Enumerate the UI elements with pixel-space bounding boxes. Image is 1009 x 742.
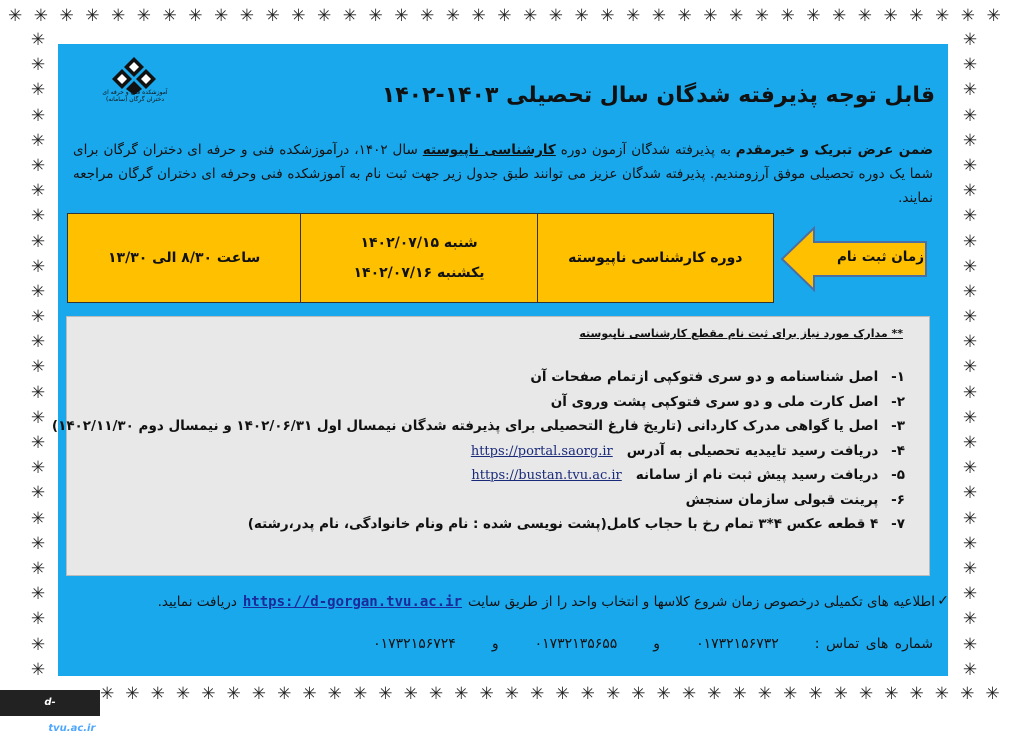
star-ornament-icon: ✳ <box>30 659 46 680</box>
star-ornament-icon: ✳ <box>857 6 872 26</box>
dates-cell <box>300 214 536 302</box>
star-border-right <box>958 30 982 680</box>
star-ornament-icon: ✳ <box>651 6 666 26</box>
document-item <box>85 488 905 513</box>
star-ornament-icon: ✳ <box>420 6 435 26</box>
star-ornament-icon: ✳ <box>985 684 1000 704</box>
star-ornament-icon: ✳ <box>757 684 772 704</box>
star-ornament-icon: ✳ <box>626 6 641 26</box>
phone-1[interactable]: ۰۱۷۳۲۱۵۶۷۳۲ <box>696 636 779 652</box>
star-ornament-icon: ✳ <box>201 684 216 704</box>
star-ornament-icon: ✳ <box>251 684 267 704</box>
intro-part1: به پذیرفته شدگان آزمون دوره <box>555 142 736 158</box>
document-item-number: ۷- <box>891 516 905 532</box>
star-ornament-icon: ✳ <box>681 684 697 704</box>
intro-part2: سال ۱۴۰۲، درآموزشکده فنی و حرفه ای دختران گرگان برای شما یک دوره تحصیلی موفق آرزومندیم. پذیرفته شدگان عزیز می توانند طبق جدول زیر جهت ثبت نام به آموزشکده فنی وحرفه ای دختران گرگان مراجعه نمایند. <box>73 142 933 206</box>
document-item-number: ۵- <box>891 467 905 483</box>
document-item-text: دریافت رسید پیش ثبت نام از سامانه <box>635 467 879 483</box>
star-ornament-icon: ✳ <box>884 684 899 704</box>
star-ornament-icon: ✳ <box>342 6 357 26</box>
star-ornament-icon: ✳ <box>317 6 332 26</box>
star-ornament-icon: ✳ <box>806 6 821 26</box>
star-ornament-icon: ✳ <box>100 684 115 704</box>
star-ornament-icon: ✳ <box>580 684 595 704</box>
star-ornament-icon: ✳ <box>30 533 46 554</box>
document-item-number: ۳- <box>891 418 905 434</box>
documents-box <box>51 316 930 576</box>
star-ornament-icon: ✳ <box>30 382 46 403</box>
documents-list <box>51 365 905 537</box>
star-ornament-icon: ✳ <box>962 659 978 680</box>
star-ornament-icon: ✳ <box>754 6 769 26</box>
star-ornament-icon: ✳ <box>548 6 563 26</box>
star-border-left <box>26 30 50 680</box>
star-ornament-icon: ✳ <box>703 6 718 26</box>
star-ornament-icon: ✳ <box>352 684 368 704</box>
star-ornament-icon: ✳ <box>574 6 589 26</box>
intro-program: کارشناسی ناپیوسته <box>422 142 556 158</box>
phone-2[interactable]: ۰۱۷۳۲۱۳۵۶۵۵ <box>534 636 618 652</box>
notice-line <box>75 594 935 610</box>
star-ornament-icon: ✳ <box>909 6 924 26</box>
document-item <box>85 512 905 537</box>
phone-3[interactable]: ۰۱۷۳۲۱۵۶۷۲۴ <box>373 636 456 652</box>
star-ornament-icon: ✳ <box>30 256 46 277</box>
document-item <box>51 414 905 439</box>
star-ornament-icon: ✳ <box>631 684 646 704</box>
star-ornament-icon: ✳ <box>33 6 48 26</box>
page-title: قابل توجه پذیرفته شدگان سال تحصیلی ۱۴۰۳-۱۴۰۲ <box>381 83 935 108</box>
star-ornament-icon: ✳ <box>504 684 519 704</box>
contact-line <box>73 636 933 652</box>
star-ornament-icon: ✳ <box>962 609 978 630</box>
star-ornament-icon: ✳ <box>291 6 306 26</box>
star-ornament-icon: ✳ <box>962 105 978 126</box>
star-ornament-icon: ✳ <box>858 684 874 704</box>
star-ornament-icon: ✳ <box>30 458 46 479</box>
star-ornament-icon: ✳ <box>729 6 744 26</box>
star-ornament-icon: ✳ <box>833 684 848 704</box>
star-ornament-icon: ✳ <box>962 181 978 202</box>
star-ornament-icon: ✳ <box>523 6 538 26</box>
star-ornament-icon: ✳ <box>8 6 23 26</box>
star-ornament-icon: ✳ <box>960 684 975 704</box>
star-ornament-icon: ✳ <box>962 206 978 227</box>
star-ornament-icon: ✳ <box>962 332 978 353</box>
star-ornament-icon: ✳ <box>30 105 46 126</box>
document-item-number: ۲- <box>891 393 905 410</box>
star-ornament-icon: ✳ <box>962 307 978 328</box>
star-ornament-icon: ✳ <box>30 584 46 605</box>
notice-after: دریافت نمایید. <box>157 594 237 610</box>
and-1: و <box>653 636 661 652</box>
star-ornament-icon: ✳ <box>962 357 978 378</box>
intro-lead: ضمن عرض تبریک و خیرمقدم <box>735 142 934 158</box>
course-cell: دوره کارشناسی ناپیوسته <box>537 214 773 302</box>
star-ornament-icon: ✳ <box>962 130 978 151</box>
star-ornament-icon: ✳ <box>239 6 254 26</box>
star-ornament-icon: ✳ <box>962 256 978 277</box>
document-item-number: ۶- <box>891 491 905 508</box>
star-border-top <box>8 6 1001 26</box>
star-ornament-icon: ✳ <box>555 684 570 704</box>
star-ornament-icon: ✳ <box>30 80 46 101</box>
star-ornament-icon: ✳ <box>909 684 924 704</box>
star-ornament-icon: ✳ <box>808 684 823 704</box>
star-ornament-icon: ✳ <box>962 155 978 176</box>
star-ornament-icon: ✳ <box>986 6 1001 26</box>
watermark-main: d-gorgan. <box>4 697 56 734</box>
star-ornament-icon: ✳ <box>832 6 847 26</box>
star-ornament-icon: ✳ <box>327 684 342 704</box>
star-ornament-icon: ✳ <box>30 55 46 76</box>
document-item-text: اصل شناسنامه و دو سری فتوکپی ازتمام صفحات آن <box>530 369 879 385</box>
star-ornament-icon: ✳ <box>605 684 621 704</box>
star-ornament-icon: ✳ <box>677 6 692 26</box>
star-ornament-icon: ✳ <box>780 6 795 26</box>
star-ornament-icon: ✳ <box>962 508 978 529</box>
document-item <box>85 365 905 390</box>
date-day2: یکشنبه ۱۴۰۲/۰۷/۱۶ <box>353 265 485 281</box>
star-ornament-icon: ✳ <box>530 684 545 704</box>
star-ornament-icon: ✳ <box>277 684 292 704</box>
star-ornament-icon: ✳ <box>883 6 898 26</box>
star-ornament-icon: ✳ <box>188 6 203 26</box>
star-ornament-icon: ✳ <box>471 6 486 26</box>
star-ornament-icon: ✳ <box>962 231 978 252</box>
star-ornament-icon: ✳ <box>378 684 393 704</box>
star-ornament-icon: ✳ <box>59 6 74 26</box>
star-ornament-icon: ✳ <box>454 684 469 704</box>
star-border-bottom <box>100 684 1000 704</box>
star-ornament-icon: ✳ <box>934 684 950 704</box>
star-ornament-icon: ✳ <box>962 458 978 479</box>
star-ornament-icon: ✳ <box>175 684 191 704</box>
website-link[interactable]: https://d-gorgan.tvu.ac.ir <box>242 594 463 610</box>
star-ornament-icon: ✳ <box>962 281 978 302</box>
date-day1: شنبه ۱۴۰۲/۰۷/۱۵ <box>360 235 478 251</box>
star-ornament-icon: ✳ <box>394 6 409 26</box>
notice-before: اطلاعیه های تکمیلی درخصوص زمان شروع کلاسها و انتخاب واحد را از طریق سایت <box>468 594 935 610</box>
star-ornament-icon: ✳ <box>30 181 46 202</box>
star-ornament-icon: ✳ <box>30 407 46 428</box>
document-item-link[interactable]: https://bustan.tvu.ac.ir <box>471 468 622 483</box>
logo-caption: آموزشکده فنی و حرفه ای دختران گرگان (سامانه) <box>102 89 168 103</box>
star-ornament-icon: ✳ <box>162 6 177 26</box>
star-ornament-icon: ✳ <box>962 634 978 655</box>
star-ornament-icon: ✳ <box>445 6 460 26</box>
star-ornament-icon: ✳ <box>30 558 46 579</box>
document-item-link[interactable]: https://portal.saorg.ir <box>470 443 613 459</box>
checkmark-icon: ✓ <box>937 593 949 609</box>
star-ornament-icon: ✳ <box>125 684 140 704</box>
star-ornament-icon: ✳ <box>962 433 978 453</box>
star-ornament-icon: ✳ <box>265 6 280 26</box>
star-ornament-icon: ✳ <box>111 6 126 26</box>
star-ornament-icon: ✳ <box>428 684 444 704</box>
star-ornament-icon: ✳ <box>30 508 46 529</box>
star-ornament-icon: ✳ <box>30 307 46 328</box>
intro-paragraph <box>73 138 933 210</box>
star-ornament-icon: ✳ <box>30 231 46 252</box>
star-ornament-icon: ✳ <box>479 684 494 704</box>
time-cell: ساعت ۸/۳۰ الی ۱۳/۳۰ <box>68 214 300 302</box>
star-ornament-icon: ✳ <box>30 30 46 50</box>
document-item <box>85 439 905 464</box>
star-ornament-icon: ✳ <box>30 483 46 504</box>
star-ornament-icon: ✳ <box>707 684 722 704</box>
star-ornament-icon: ✳ <box>656 684 671 704</box>
star-ornament-icon: ✳ <box>30 433 46 453</box>
star-ornament-icon: ✳ <box>960 6 975 26</box>
document-item <box>85 463 905 488</box>
star-ornament-icon: ✳ <box>732 684 747 704</box>
document-item <box>85 390 905 415</box>
star-ornament-icon: ✳ <box>368 6 383 26</box>
star-ornament-icon: ✳ <box>30 155 46 176</box>
and-2: و <box>491 636 499 652</box>
star-ornament-icon: ✳ <box>30 281 46 302</box>
star-ornament-icon: ✳ <box>85 6 100 26</box>
documents-heading: ** مدارک مورد نیاز برای ثبت نام مقطع کارشناسی ناپیوسته <box>579 327 903 340</box>
star-ornament-icon: ✳ <box>302 684 317 704</box>
registration-label: زمان ثبت نام <box>836 249 924 265</box>
star-ornament-icon: ✳ <box>30 130 46 151</box>
star-ornament-icon: ✳ <box>962 407 978 428</box>
document-item-text: اصل یا گواهی مدرک کاردانی (تاریخ فارغ التحصیلی برای پذیرفته شدگان نیمسال اول ۱۴۰۲/۰۶/۳۱ و نیمسال دوم ۱۴۰۲/۱۱/۳۰) <box>51 418 879 434</box>
star-ornament-icon: ✳ <box>226 684 241 704</box>
document-item-number: ۴- <box>891 442 905 459</box>
star-ornament-icon: ✳ <box>497 6 512 26</box>
star-ornament-icon: ✳ <box>962 55 978 76</box>
star-ornament-icon: ✳ <box>30 609 46 630</box>
document-item-text: پرینت قبولی سازمان سنجش <box>685 491 879 508</box>
document-item-number: ۱- <box>891 369 905 385</box>
star-ornament-icon: ✳ <box>783 684 798 704</box>
watermark-tld: tvu.ac.ir <box>48 723 96 734</box>
document-item-text: دریافت رسید تاییدیه تحصیلی به آدرس <box>626 442 879 459</box>
star-ornament-icon: ✳ <box>962 30 978 50</box>
star-ornament-icon: ✳ <box>30 634 46 655</box>
star-ornament-icon: ✳ <box>962 533 978 554</box>
contacts-label: شماره های تماس : <box>814 636 933 652</box>
star-ornament-icon: ✳ <box>214 6 229 26</box>
star-ornament-icon: ✳ <box>30 206 46 227</box>
star-ornament-icon: ✳ <box>962 558 978 579</box>
star-ornament-icon: ✳ <box>150 684 165 704</box>
document-item-text: ۴ قطعه عکس ۴*۳ تمام رخ با حجاب کامل(پشت نویسی شده : نام ونام خانوادگی، نام پدر،رشته) <box>247 516 879 532</box>
star-ornament-icon: ✳ <box>600 6 615 26</box>
registration-table <box>67 213 774 303</box>
star-ornament-icon: ✳ <box>962 80 978 101</box>
star-ornament-icon: ✳ <box>962 382 978 403</box>
star-ornament-icon: ✳ <box>962 584 978 605</box>
star-ornament-icon: ✳ <box>136 6 151 26</box>
star-ornament-icon: ✳ <box>30 332 46 353</box>
site-watermark <box>0 690 100 734</box>
star-ornament-icon: ✳ <box>30 357 46 378</box>
star-ornament-icon: ✳ <box>403 684 418 704</box>
star-ornament-icon: ✳ <box>962 483 978 504</box>
document-item-text: اصل کارت ملی و دو سری فتوکپی پشت وروی آن <box>550 393 879 410</box>
star-ornament-icon: ✳ <box>935 6 950 26</box>
